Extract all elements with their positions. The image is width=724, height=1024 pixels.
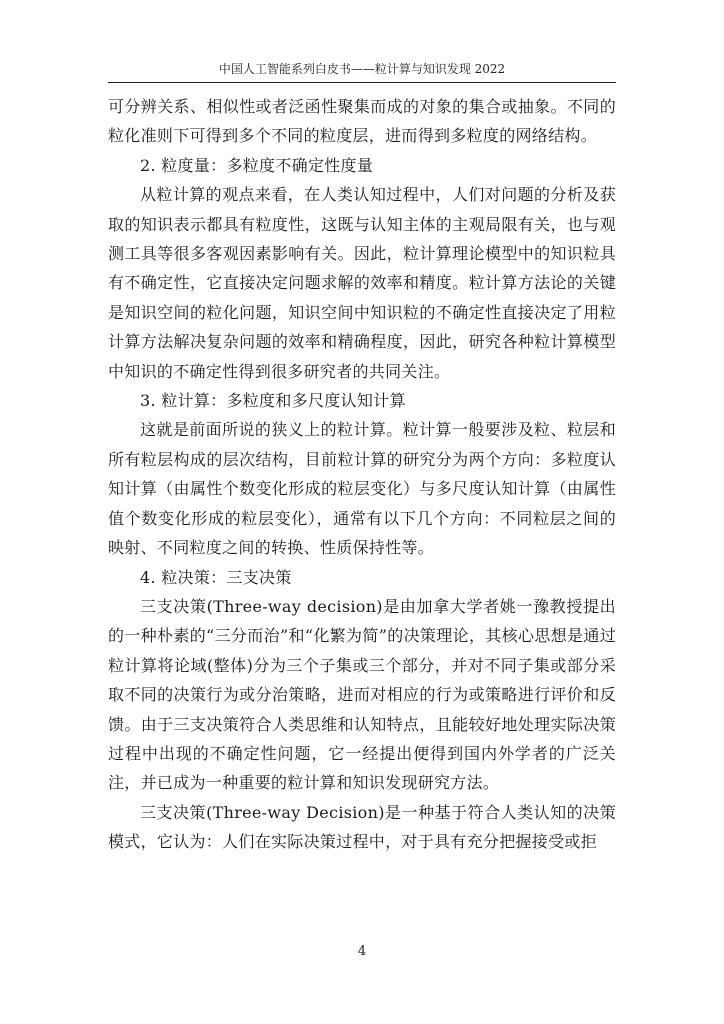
- paragraph-three-way-decision-definition: 三支决策(Three-way Decision)是一种基于符合人类认知的决策模式，它认为：人们在实际决策过程中，对于具有充分把握接受或拒: [108, 802, 616, 852]
- paragraph-three-way-decision-intro: 三支决策(Three-way decision)是由加拿大学者姚一豫教授提出的一种朴素的“三分而治”和“化繁为简”的决策理论，其核心思想是通过粒计算将论域(整体)分为三个子集或三个部分，并对不同子集或部分采取不同的决策行为或分治策略，进而对相应的行为或策略进行评价和反馈。由于三支决策符合人类思维和认知特点，且能较好地处理实际决策过程中出现的不确定性问题，它一经提出便得到国内外学者的广泛关注，并已成为一种重要的粒计算和知识发现研究方法。: [108, 596, 616, 793]
- page-body: [108, 92, 616, 857]
- paragraph-granularity-measure: 从粒计算的观点来看，在人类认知过程中，人们对问题的分析及获取的知识表示都具有粒度性，这既与认知主体的主观局限有关，也与观测工具等很多客观因素影响有关。因此，粒计算理论模型中的知识粒具有不确定性，它直接决定问题求解的效率和精度。粒计算方法论的关键是知识空间的粒化问题，知识空间中知识粒的不确定性直接决定了用粒计算方法解决复杂问题的效率和精确程度，因此，研究各种粒计算模型中知识的不确定性得到很多研究者的共同关注。: [108, 185, 616, 381]
- paragraph-continuation: 可分辨关系、相似性或者泛函性聚集而成的对象的集合或抽象。不同的粒化准则下可得到多个不同的粒度层，进而得到多粒度的网络结构。: [108, 97, 616, 146]
- section-heading-2: 2. 粒度量：多粒度不确定性度量: [140, 155, 374, 175]
- page-number: 4: [357, 944, 367, 959]
- section-heading-4: 4. 粒决策：三支决策: [140, 567, 292, 587]
- running-header: 中国人工智能系列白皮书——粒计算与知识发现 2022: [218, 62, 506, 76]
- header-rule: [108, 82, 616, 83]
- paragraph-granular-computing: 这就是前面所说的狭义上的粒计算。粒计算一般要涉及粒、粒层和所有粒层构成的层次结构，目前粒计算的研究分为两个方向：多粒度认知计算（由属性个数变化形成的粒层变化）与多尺度认知计算（由属性值个数变化形成的粒层变化），通常有以下几个方向：不同粒层之间的映射、不同粒度之间的转换、性质保持性等。: [108, 420, 616, 558]
- section-heading-3: 3. 粒计算：多粒度和多尺度认知计算: [140, 391, 406, 411]
